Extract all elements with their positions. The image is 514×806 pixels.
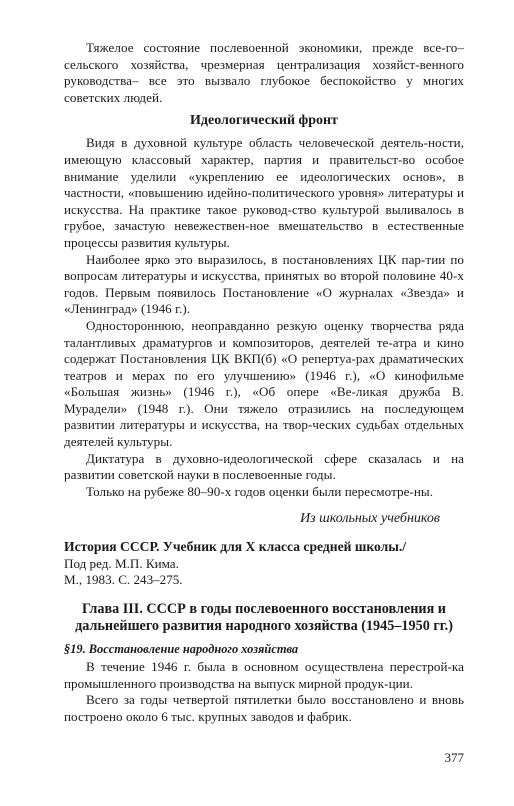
citation-title bbox=[64, 539, 464, 556]
body-paragraph-1: В течение 1946 г. была в основном осуществлена перестрой-ка промышленного производства на выпуск мирной продук-ции. bbox=[64, 658, 464, 691]
book-page bbox=[64, 40, 464, 780]
section-heading: Идеологический фронт bbox=[190, 113, 338, 129]
page-number: 377 bbox=[444, 750, 464, 765]
paragraph-ideology-1: Видя в духовной культуре область человеческой деятель-ности, имеющую классовый характер, партия и правительст-во особое внимание уделили «укреплению ее идеологических основ», в частности, «повышению идейно-политического уровня» литературы и искусства. На практике такое руковод-ство культурой выливалось в грубое, зачастую невежествен-ное вмешательство в естественные процессы развития культуры. bbox=[64, 135, 464, 250]
paragraph-ideology-3: Одностороннюю, неоправданно резкую оценку творчества ряда талантливых драматургов и композиторов, деятелей те-атра и кино содержат Постановления ЦК ВКП(б) «О репертуа-рах драматических театров и мерах по его улучшению» (1946 г.), «О кинофильме «Большая жизнь» (1946 г.), «Об опере «Ве-ликая дружба В. Мурадели» (1948 г.). Они тяжело отразились на последующем развитии литературы и искусства, на твор-ческих судьбах отдельных деятелей культуры. bbox=[64, 317, 464, 450]
paragraph-ideology-5: Только на рубеже 80–90-х годов оценки были пересмотре-ны. bbox=[86, 483, 434, 499]
citation-imprint: М., 1983. С. 243–275. bbox=[64, 572, 183, 588]
section-title: §19. Восстановление народного хозяйства bbox=[64, 641, 299, 656]
paragraph-ideology-4: Диктатура в духовно-идеологической сфере сказалась и на развитии советской науки в послевоенные годы. bbox=[64, 450, 464, 483]
intro-paragraph: Тяжелое состояние послевоенной экономики, прежде все-го– сельского хозяйства, чрезмерная централизация хозяйст-венного руководства– все это вызвало глубокое беспокойство у многих советских людей. bbox=[64, 40, 464, 105]
chapter-heading: Глава III. СССР в годы послевоенного восстановления и дальнейшего развития народного хозяйства (1945–1950 гг.) bbox=[75, 600, 453, 634]
citation-title-text: История СССР. Учебник для X класса средней школы./ bbox=[64, 539, 407, 555]
body-paragraph-2: Всего за годы четвертой пятилетки было восстановлено и вновь построено около 6 тыс. крупных заводов и фабрик. bbox=[64, 692, 464, 724]
citation-editor: Под ред. М.П. Кима. bbox=[64, 555, 179, 571]
paragraph-ideology-2: Наиболее ярко это выразилось, в постановлениях ЦК пар-тии по вопросам литературы и искусства, принятых во второй половине 40-х годов. Первым появилось Постановление «О журналах «Звезда» и «Ленинград» (1946 г.). bbox=[64, 251, 464, 317]
source-label: Из школьных учебников bbox=[300, 511, 440, 527]
